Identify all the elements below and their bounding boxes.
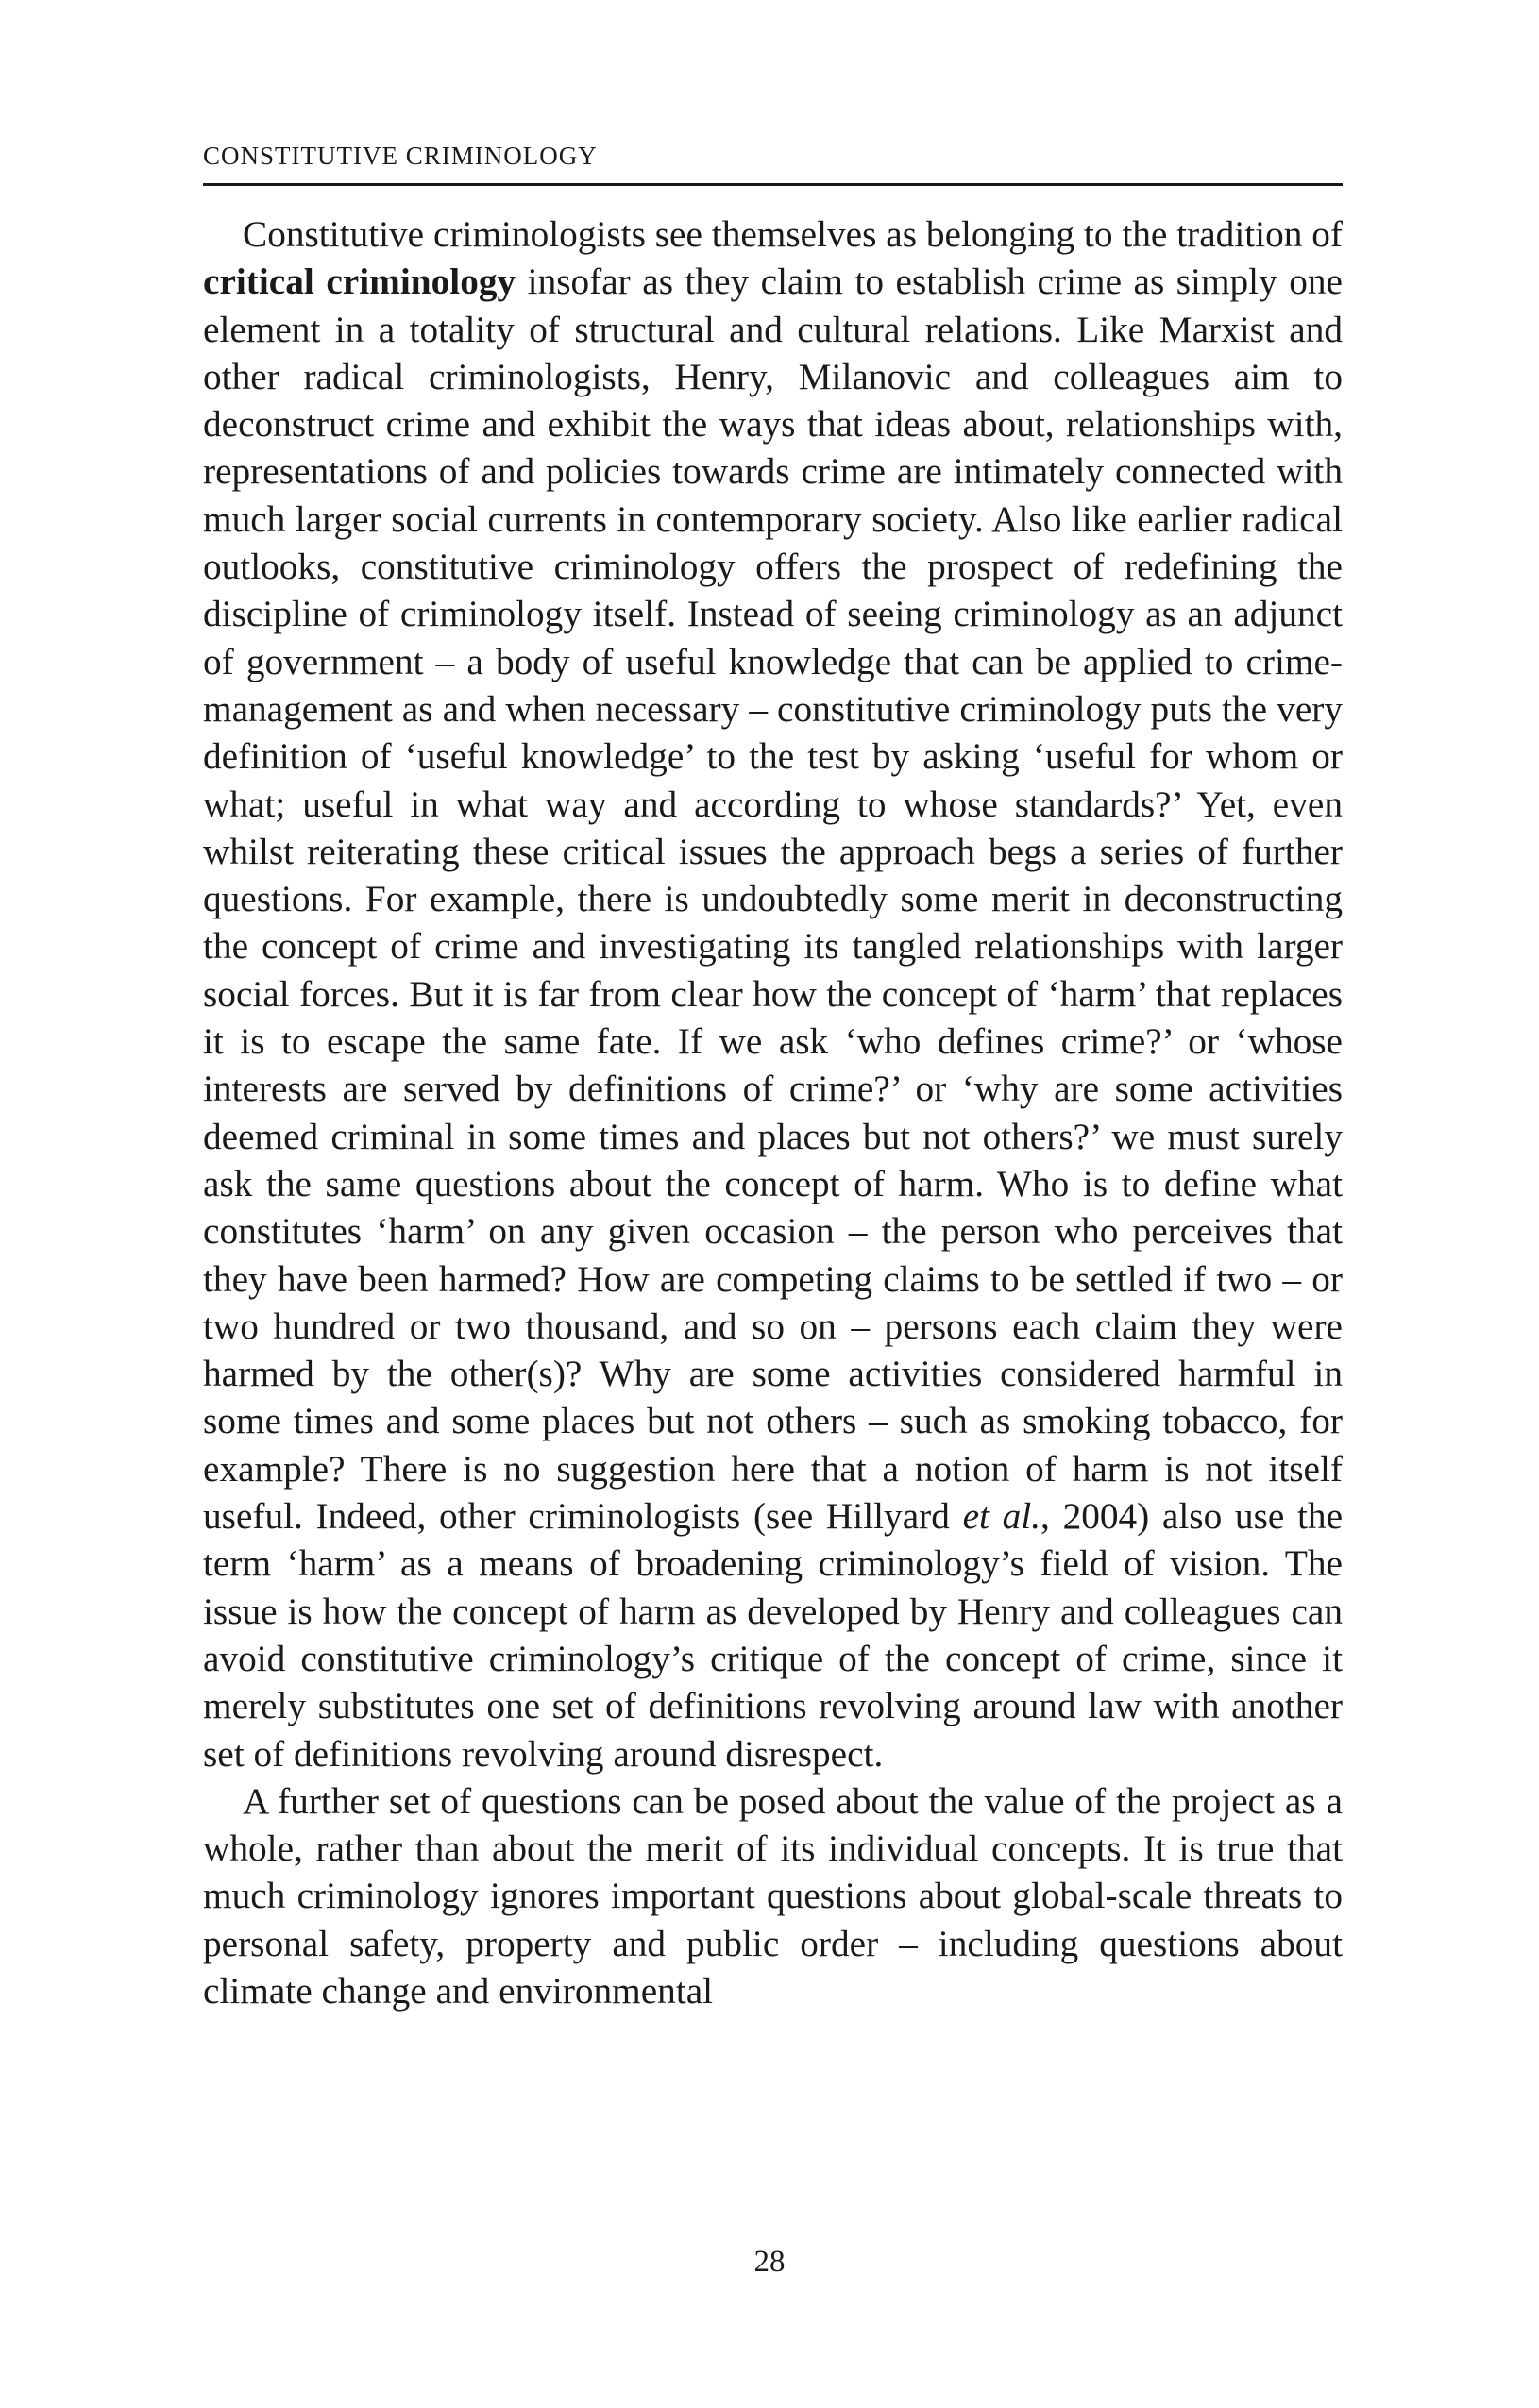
paragraph-1-text-a: Constitutive criminologists see themselves as belonging to the tradition of — [243, 213, 1343, 255]
key-term-critical-criminology: critical criminology — [203, 261, 516, 303]
citation-et-al: et al. — [962, 1495, 1041, 1538]
body-text — [203, 210, 1343, 2014]
paragraph-2: A further set of questions can be posed about the value of the project as a whole, rather than about the merit of its individual concepts. It is true that much criminology ignores important questions about global-scale threats to personal safety, property and public order – including questions about climate change and environmental — [203, 1779, 1343, 2012]
running-head: CONSTITUTIVE CRIMINOLOGY — [203, 142, 1343, 186]
paragraph-1 — [203, 210, 1343, 1777]
paragraph-1-text-b: insofar as they claim to establish crime as simply one element in a totality of structural and cultural relations. Like Marxist and other radical criminologists, Henry, Milanovic and colleagues aim to deconstruct crime and exhibit the ways that ideas about, relationships with, representations of and policies towards crime are intimately connected with much larger social currents in contemporary society. Also like earlier radical outlooks, constitutive criminology offers the prospect of redefining the discipline of criminology itself. Instead of seeing criminology as an adjunct of government – a body of useful knowledge that can be applied to crime-management as and when necessary – constitutive criminology puts the very definition of ‘useful knowledge’ to the test by asking ‘useful for whom or what; useful in what way and according to whose standards?’ Yet, even whilst reiterating these critical issues the approach begs a series of further questions. For example, there is undoubtedly some merit in deconstructing the concept of crime and investigating its tangled relationships with larger social forces. But it is far from clear how the concept of ‘harm’ that replaces it is to escape the same fate. If we ask ‘who defines crime?’ or ‘whose interests are served by definitions of crime?’ or ‘why are some activities deemed criminal in some times and places but not others?’ we must surely ask the same questions about the concept of harm. Who is to define what constitutes ‘harm’ on any given occasion – the person who perceives that they have been harmed? How are competing claims to be settled if two – or two hundred or two thousand, and so on – persons each claim they were harmed by the other(s)? Why are some activities considered harmful in some times and some places but not others – such as smoking tobacco, for example? There is no suggestion here that a notion of harm is not itself useful. Indeed, other criminologists (see Hillyard — [203, 261, 1343, 1538]
book-page — [203, 142, 1343, 2014]
paragraph-1-text-c: , 2004) also use the term ‘harm’ as a means of broadening criminology’s field of vision. The issue is how the concept of harm as developed by Henry and colleagues can avoid constitutive criminology’s critique of the concept of crime, since it merely substitutes one set of definitions revolving around law with another set of definitions revolving around disrespect. — [203, 1495, 1344, 1775]
page-number: 28 — [753, 2245, 786, 2279]
